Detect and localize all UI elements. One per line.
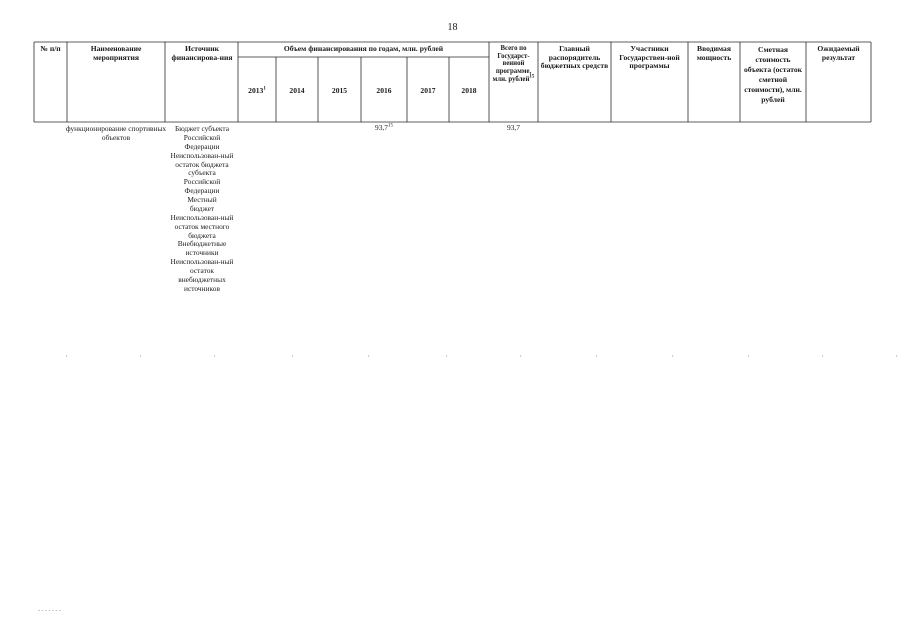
page-number: 18 bbox=[447, 22, 458, 33]
header-program-participants: Участники Государствен-ной программы bbox=[619, 44, 680, 71]
header-year-2014: 2014 bbox=[289, 86, 305, 95]
value-2016: 93,7$^{15}$ bbox=[375, 123, 393, 132]
header-year-2016: 2016 bbox=[376, 86, 392, 95]
activity-name: функционирование спортивных объектов bbox=[65, 124, 167, 142]
header-funding-by-years: Объем финансирования по годам, млн. рублей bbox=[283, 44, 444, 53]
header-funding-source: Источник финансирова-ния bbox=[171, 44, 233, 62]
value-total: 93,7 bbox=[507, 123, 520, 132]
funding-sources-list bbox=[166, 125, 238, 294]
header-program-total: Всего по Государст-венной программе, млн. рублей$^{15}$ bbox=[492, 45, 535, 83]
source-regional-budget: Бюджет субъекта Российской Федерации bbox=[174, 124, 230, 151]
source-local-remainder: Неиспользован-ный остаток местного бюджета bbox=[170, 212, 234, 240]
header-year-2017: 2017 bbox=[420, 86, 436, 95]
header-year-2018: 2018 bbox=[461, 86, 477, 95]
header-expected-result: Ожидаемый результат bbox=[817, 44, 860, 62]
header-number: № п/п bbox=[40, 44, 61, 53]
source-extrabudgetary-remainder: Неиспользован-ный остаток внебюджетных источников bbox=[170, 257, 234, 293]
header-year-2015: 2015 bbox=[331, 86, 348, 95]
source-regional-remainder: Неиспользован-ный остаток бюджета субъекта Российской Федерации bbox=[170, 150, 234, 196]
header-capacity: Вводимая мощность bbox=[696, 44, 732, 62]
source-extrabudgetary: Внебюджетные источники bbox=[177, 239, 227, 258]
source-local-budget: Местный бюджет bbox=[187, 195, 217, 213]
header-estimated-cost: Сметная стоимость объекта (остаток сметной стоимости), млн. рублей bbox=[743, 45, 803, 105]
header-budget-manager: Главный распорядитель бюджетных средств bbox=[540, 44, 609, 71]
header-activity-name: Наименование мероприятия bbox=[90, 44, 142, 62]
header-year-2013: 2013$^1$ bbox=[248, 86, 266, 95]
